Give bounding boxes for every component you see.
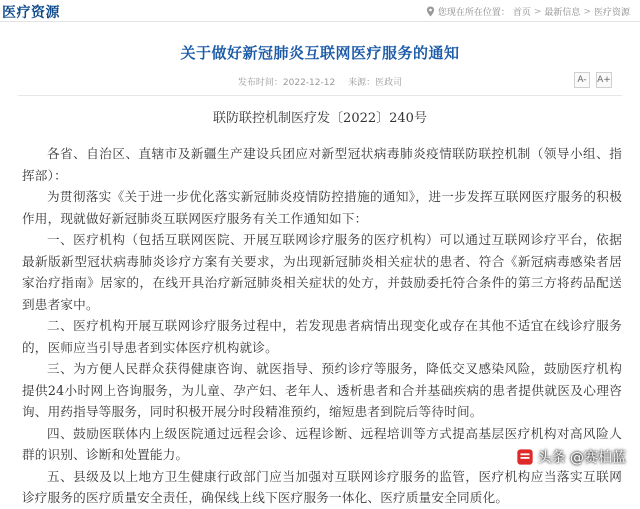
page-title: 关于做好新冠肺炎互联网医疗服务的通知 [180,44,460,62]
breadcrumb-home[interactable]: 首页 [512,8,531,18]
location-label: 您现在所在位置： [437,8,510,18]
breadcrumb-medical-resources[interactable]: 医疗资源 [593,8,630,18]
paragraph-5: 五、县级及以上地方卫生健康行政部门应当加强对互联网诊疗服务的监管，医疗机构应当落实互联网诊疗服务的医疗质量安全责任，确保线上线下医疗服务一体化、医疗质量安全同质化。 [22,468,622,505]
paragraph-3: 三、为方便人民群众获得健康咨询、就医指导、预约诊疗等服务，降低交叉感染风险，鼓励医疗机构提供24小时网上咨询服务，为儿童、孕产妇、老年人、透析患者和合并基础疾病的患者提供就医及心理咨询、用药指导等服务，同时积极开展分时段精准预约，缩短患者到院后等待时间。 [22,361,622,419]
paragraph-2: 二、医疗机构开展互联网诊疗服务过程中，若发现患者病情出现变化或存在其他不适宜在线诊疗服务的，医师应当引导患者到实体医疗机构就诊。 [22,318,622,355]
source-label: 来源： [348,78,376,88]
section-title: 医疗资源 [2,5,60,21]
toutiao-logo-icon [516,448,534,466]
publish-date [238,78,335,88]
location-pin-icon [426,6,435,17]
article-source [348,78,402,88]
publish-date-value: 2022-12-12 [282,78,336,88]
font-smaller-button[interactable]: A- [574,72,590,88]
source-value: 医政司 [375,78,403,88]
breadcrumb [426,5,630,18]
paragraph-addressees: 各省、自治区、直辖市及新疆生产建设兵团应对新型冠状病毒肺炎疫情联防联控机制（领导小组、指挥部）： [22,146,622,183]
watermark-text: 头条 @赛柏蓝 [537,450,626,466]
watermark [516,447,626,467]
document-number: 联防联控机制医疗发〔2022〕240号 [213,111,427,126]
publish-label: 发布时间： [237,78,283,88]
divider [18,95,622,96]
paragraph-4: 四、鼓励医联体内上级医院通过远程会诊、远程诊断、远程培训等方式提高基层医疗机构对高风险人群的识别、诊断和处置能力。 [22,425,622,462]
breadcrumb-separator: > [583,6,591,17]
font-larger-button[interactable]: A+ [596,72,612,88]
breadcrumb-separator: > [533,6,542,17]
font-size-tools [574,72,612,88]
top-bar [0,0,640,22]
article-meta [0,75,640,88]
breadcrumb-latest-info[interactable]: 最新信息 [544,8,581,18]
paragraph-1: 一、医疗机构（包括互联网医院、开展互联网诊疗服务的医疗机构）可以通过互联网诊疗平台，依据最新版新型冠状病毒肺炎诊疗方案有关要求，为出现新冠肺炎相关症状的患者、符合《新冠病毒感染者居家治疗指南》居家的，在线开具治疗新冠肺炎相关症状的处方，并鼓励委托符合条件的第三方将药品配送到患者家中。 [22,232,622,312]
paragraph-intro: 为贯彻落实《关于进一步优化落实新冠肺炎疫情防控措施的通知》，进一步发挥互联网医疗服务的积极作用，现就做好新冠肺炎互联网医疗服务有关工作通知如下： [22,189,622,226]
